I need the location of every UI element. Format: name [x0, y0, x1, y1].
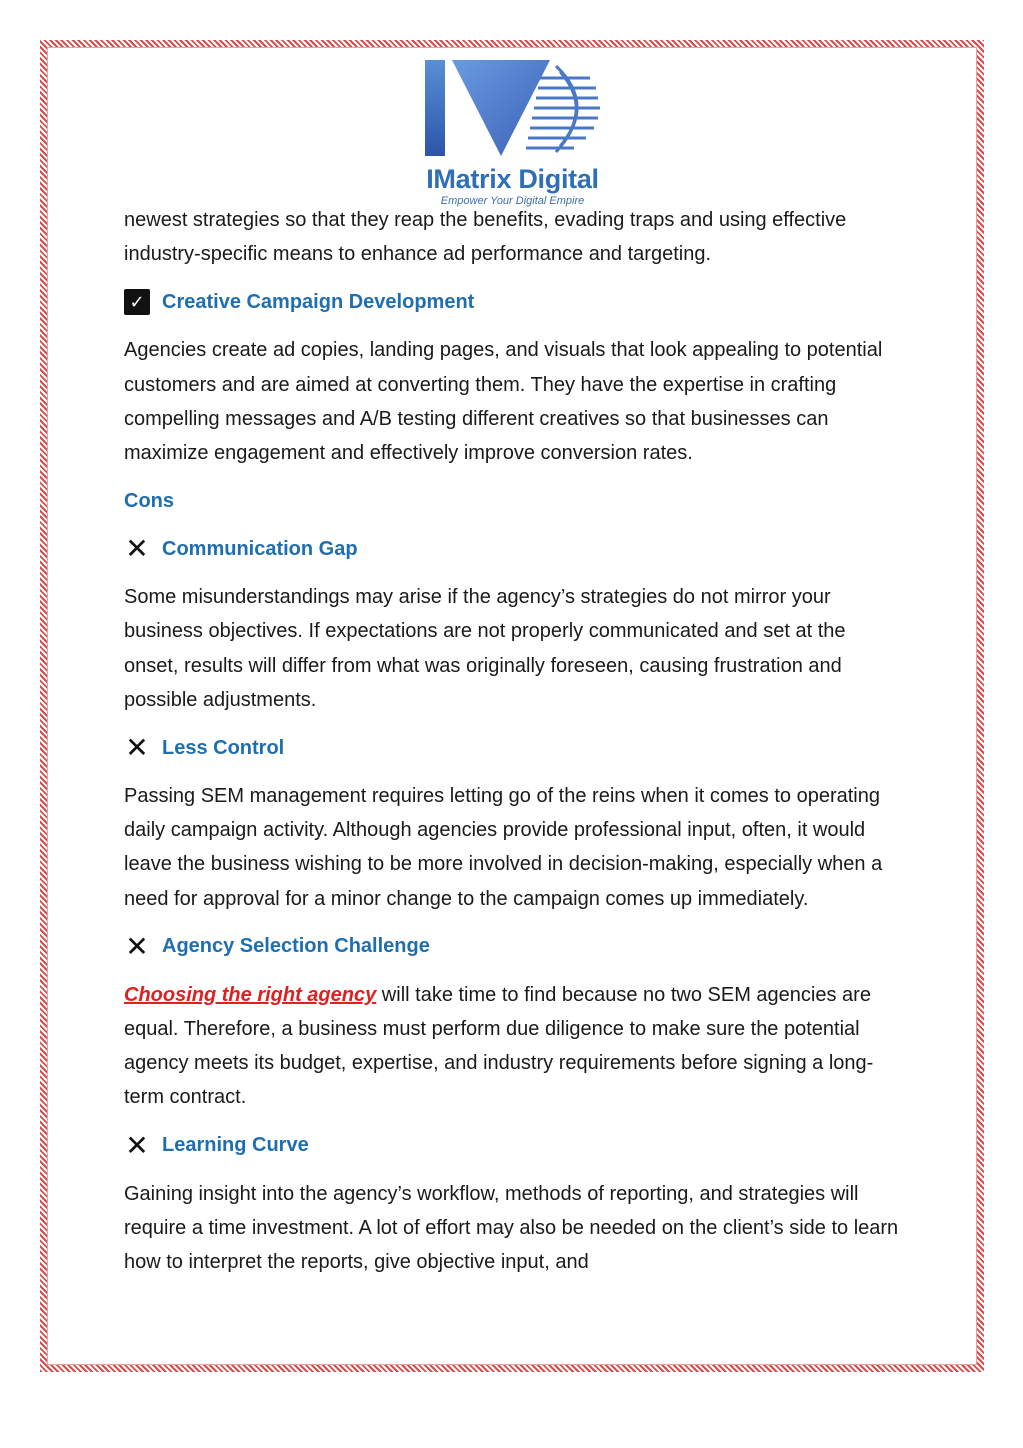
- brand-logo: [420, 58, 605, 210]
- cross-icon: ✕: [125, 1129, 149, 1161]
- body-paragraph: [124, 978, 904, 1115]
- logo-mark-icon: [420, 58, 605, 164]
- body-paragraph: Gaining insight into the agency’s workflow, methods of reporting, and strategies will require a time investment. A lot of effort may also be needed on the client’s side to learn how to interpret the reports, give objective input, and: [124, 1182, 899, 1274]
- section-heading: [124, 930, 904, 964]
- section-heading: [124, 1129, 904, 1163]
- document-body: [124, 203, 904, 1293]
- section-heading: [124, 484, 904, 518]
- cross-icon: ✕: [125, 732, 149, 764]
- section-heading-text: Communication Gap: [162, 537, 358, 560]
- check-icon: ✓: [124, 289, 150, 315]
- section-heading-text: Agency Selection Challenge: [162, 935, 430, 958]
- section-heading-text: Learning Curve: [162, 1134, 309, 1157]
- paragraph-text: will take time to find because no two SEM agencies are equal. Therefore, a business must perform due diligence to make sure the potential agency meets its budget, expertise, and industry requirements before signing a long-term contract.: [124, 983, 874, 1109]
- body-paragraph: Passing SEM management requires letting go of the reins when it comes to operating daily campaign activity. Although agencies provide professional input, often, it would leave the business wishing to be more involved in decision-making, especially when a need for approval for a minor change to the campaign comes up immediately.: [124, 785, 883, 910]
- body-paragraph: Agencies create ad copies, landing pages, and visuals that look appealing to potential customers and are aimed at converting them. They have the expertise in crafting compelling messages and A/B testing different creatives so that businesses can maximize engagement and effectively improve conversion rates.: [124, 339, 883, 465]
- section-heading: [124, 731, 904, 765]
- brand-tagline: Empower Your Digital Empire: [440, 195, 585, 207]
- section-heading: [124, 285, 904, 319]
- body-paragraph: newest strategies so that they reap the benefits, evading traps and using effective industry-specific means to enhance ad performance and targeting.: [124, 209, 847, 266]
- cross-icon: ✕: [125, 533, 149, 565]
- section-heading-text: Cons: [124, 489, 174, 512]
- choosing-agency-link[interactable]: Choosing the right agency: [124, 983, 377, 1006]
- section-heading-text: Creative Campaign Development: [162, 290, 475, 313]
- brand-name: IMatrix Digital: [426, 164, 599, 194]
- body-paragraph: Some misunderstandings may arise if the agency’s strategies do not mirror your business objectives. If expectations are not properly communicated and set at the onset, results will differ from what was originally foreseen, causing frustration and possible adjustments.: [124, 586, 846, 711]
- section-heading: [124, 532, 904, 566]
- cross-icon: ✕: [125, 930, 149, 962]
- section-heading-text: Less Control: [162, 736, 285, 759]
